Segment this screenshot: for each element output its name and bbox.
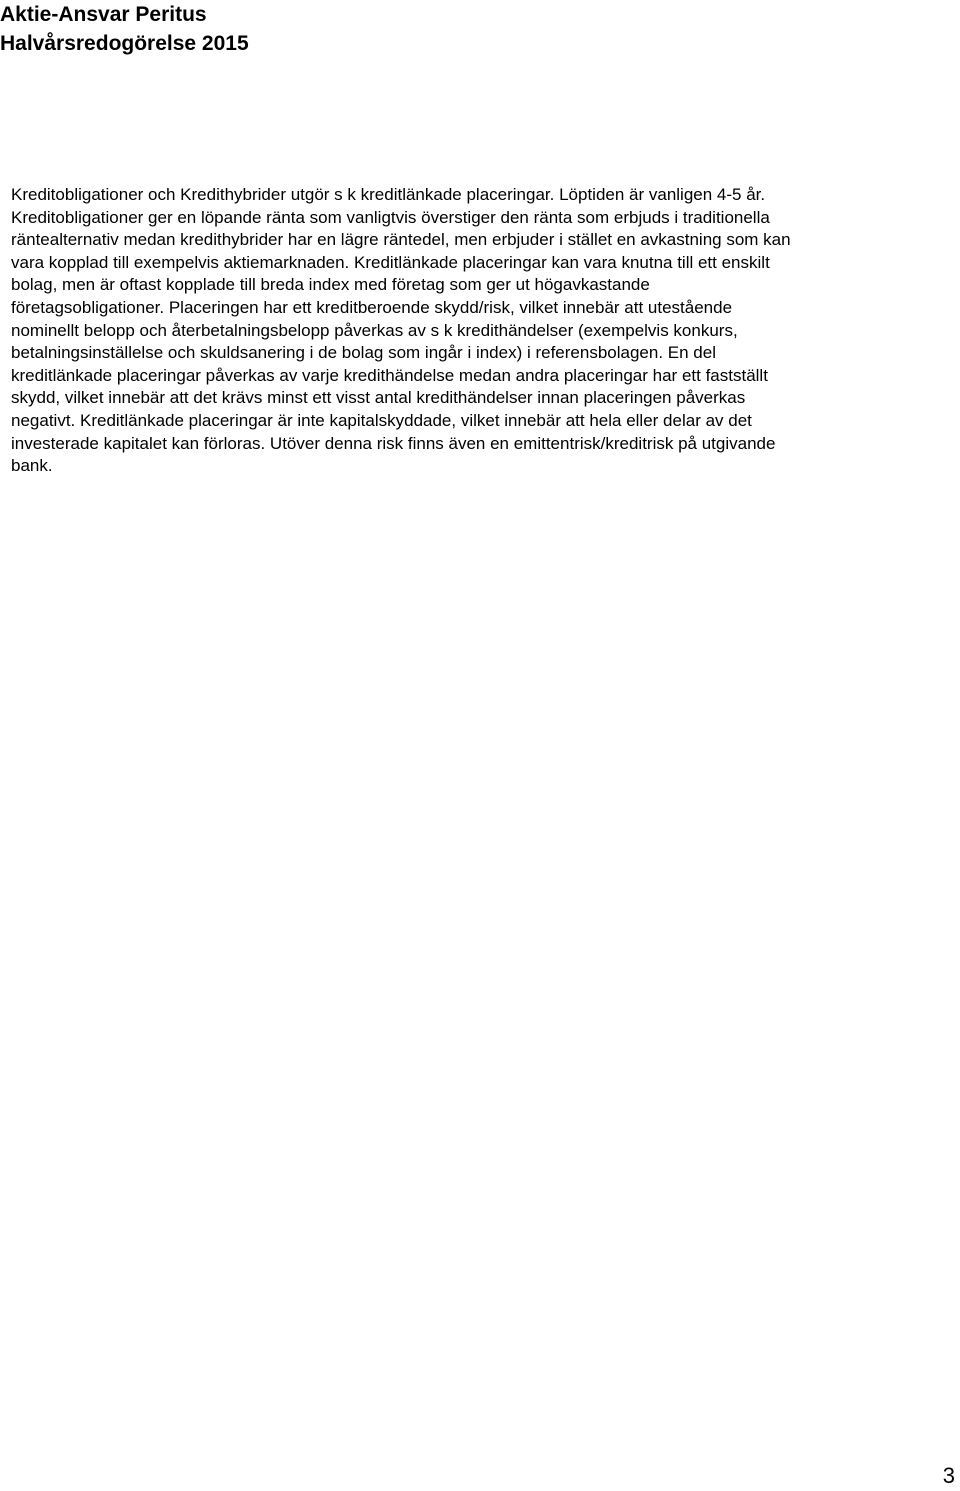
document-subtitle: Halvårsredogörelse 2015: [0, 32, 249, 55]
paragraph-line: företagsobligationer. Placeringen har ett kreditberoende skydd/risk, vilket innebär att utestående: [11, 297, 733, 317]
paragraph-line: betalningsinställelse och skuldsanering i de bolag som ingår i index) i referensbolagen. En del: [11, 343, 716, 363]
paragraph-line: bank.: [11, 456, 53, 476]
paragraph-line: skydd, vilket innebär att det krävs minst ett visst antal kredithändelser innan placeringen påverkas: [11, 388, 746, 408]
paragraph-line: Kreditobligationer ger en löpande ränta som vanligtvis överstiger den ränta som erbjuds i traditionella: [11, 207, 770, 227]
page-number: 3: [942, 1463, 955, 1488]
paragraph-line: bolag, men är oftast kopplade till breda index med företag som ger ut högavkastande: [11, 275, 650, 295]
paragraph-line: nominellt belopp och återbetalningsbelopp påverkas av s k kredithändelser (exempelvis konkurs,: [11, 320, 738, 340]
paragraph-line: negativt. Kreditlänkade placeringar är inte kapitalskyddade, vilket innebär att hela eller delar av det: [11, 410, 752, 430]
paragraph-line: Kreditobligationer och Kredithybrider utgör s k kreditlänkade placeringar. Löptiden är vanligen 4-5 år.: [11, 185, 766, 204]
paragraph-line: investerade kapitalet kan förloras. Utöver denna risk finns även en emittentrisk/kreditrisk på utgivande: [11, 433, 776, 453]
document-header: [0, 0, 960, 58]
paragraph-line: kreditlänkade placeringar påverkas av varje kredithändelse medan andra placeringar har ett fastställt: [11, 365, 768, 385]
document-title: Aktie-Ansvar Peritus: [0, 3, 207, 26]
paragraph-line: vara kopplad till exempelvis aktiemarknaden. Kreditlänkade placeringar kan vara knutna till ett enskilt: [11, 252, 770, 272]
body-paragraph: [11, 184, 951, 478]
paragraph-line: räntealternativ medan kredithybrider har en lägre räntedel, men erbjuder i stället en avkastning som kan: [11, 230, 791, 250]
